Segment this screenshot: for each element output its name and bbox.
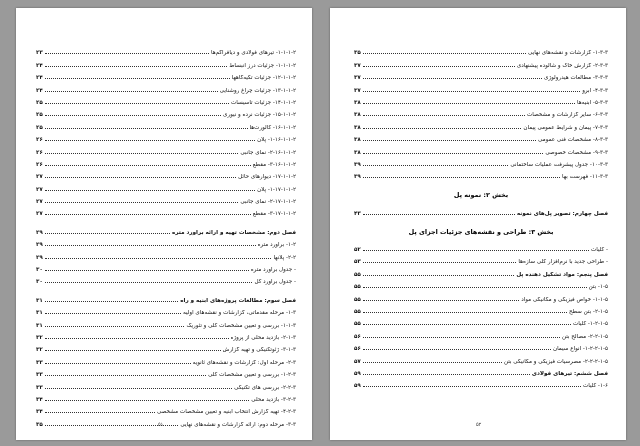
toc-page-number: ۲۴ bbox=[36, 87, 43, 94]
dot-leader bbox=[45, 214, 251, 215]
toc-page-number: ۵۹ bbox=[354, 370, 361, 377]
toc-entry-title: - جدول برآورد متره bbox=[250, 267, 296, 274]
dot-leader bbox=[363, 349, 551, 350]
toc-entry-title: ۲-۳- مرحله اول: گزارشات و نقشه‌های ثانویه bbox=[192, 359, 296, 366]
dot-leader bbox=[363, 140, 536, 141]
toc-group bbox=[36, 223, 296, 285]
toc-entry-row bbox=[354, 81, 608, 93]
toc-entry-title: ۱-۱۶-۱-۱-۲- پلان bbox=[257, 137, 296, 144]
toc-entry-title: ۱-۲- برآورد متره bbox=[257, 242, 296, 249]
dot-leader bbox=[363, 128, 522, 129]
toc-page-number: ۳۹ bbox=[354, 161, 361, 168]
toc-page-number: ۳۷ bbox=[354, 75, 361, 82]
toc-entry-title: ۴-۲-۳- تهیه گزارش انتخاب ابنیه و تعیین مشخصات مشخصی bbox=[157, 409, 296, 416]
toc-page-number: ۲۵ bbox=[36, 99, 43, 106]
toc-page-number: ۵۵ bbox=[354, 271, 361, 278]
dot-leader bbox=[363, 287, 587, 288]
toc-entry-row bbox=[354, 315, 608, 327]
toc-page-number: ۳۰ bbox=[36, 279, 43, 286]
toc-entry-row bbox=[36, 118, 296, 130]
toc-page-number: ۲۷ bbox=[36, 186, 43, 193]
toc-page-number: ۲۶ bbox=[36, 161, 43, 168]
toc-entry-row bbox=[36, 106, 296, 118]
toc-entry-row bbox=[36, 156, 296, 168]
dot-leader bbox=[45, 165, 251, 166]
dot-leader bbox=[363, 177, 560, 178]
dot-leader bbox=[45, 270, 249, 271]
toc-entry-title: ۲-۳-۳- گزارش خاک و شالوده پیشنهادی bbox=[516, 62, 608, 69]
toc-chapter-row bbox=[354, 365, 608, 377]
dot-leader bbox=[45, 78, 230, 79]
dot-leader bbox=[45, 177, 236, 178]
dot-leader bbox=[363, 53, 526, 54]
toc-entry-title: ۳-۱۶-۱-۱-۲- مقطع bbox=[252, 161, 296, 168]
left-page bbox=[16, 8, 312, 440]
toc-entry-title: ۱۴-۱-۱-۲- جزئیات تأسیسات bbox=[230, 99, 296, 106]
toc-entry-title: ۱-۱-۱-۲- تیرهای فولادی و دیافراگم‌ها bbox=[210, 50, 296, 57]
page-number-left: ۵۱ bbox=[158, 422, 164, 428]
toc-entry-title: ۵-۳-۳- ابنیه‌ها bbox=[577, 99, 608, 106]
toc-entry-row bbox=[354, 143, 608, 155]
toc-page-number: ۳۲ bbox=[36, 334, 43, 341]
dot-leader bbox=[363, 103, 575, 104]
dot-leader bbox=[45, 412, 155, 413]
toc-entry-title: فصل چهارم: تصویر پل‌های نمونه bbox=[516, 210, 608, 217]
toc-entry-title: ۸-۳-۳- مشخصات فنی عمومی bbox=[538, 137, 608, 144]
page-number-right: ۵۲ bbox=[476, 422, 482, 428]
toc-page-number: ۵۵ bbox=[354, 296, 361, 303]
toc-group-top bbox=[354, 44, 608, 180]
toc-entry-row bbox=[36, 143, 296, 155]
dot-leader bbox=[45, 53, 209, 54]
toc-entry-title: ۱۱-۳-۳- فهرست بها bbox=[562, 174, 608, 181]
dot-leader bbox=[363, 78, 542, 79]
toc-page-number: ۳۸ bbox=[354, 99, 361, 106]
toc-entry-row bbox=[36, 391, 296, 403]
toc-page-number: ۵۲ bbox=[354, 247, 361, 254]
toc-entry-title: ۳-۱-۳- ژئوتکنیکی و تهیه گزارش bbox=[222, 347, 296, 354]
toc-page-number: ۵۶ bbox=[354, 346, 361, 353]
toc-entry-row bbox=[354, 377, 608, 389]
toc-entry-row bbox=[354, 118, 608, 130]
toc-entry-title: ۱-۵- بتن bbox=[588, 284, 608, 291]
dot-leader bbox=[363, 250, 589, 251]
toc-page-number: ۲۹ bbox=[36, 254, 43, 261]
toc-entry-row bbox=[354, 44, 608, 56]
toc-entry-row bbox=[36, 261, 296, 273]
toc-entry-title: ۱۷-۱-۱-۲- دیوارهای حائل bbox=[238, 174, 296, 181]
toc-page-number: ۲۳ bbox=[36, 50, 43, 57]
section-heading-sample-bridge: بخش ۲: نمونه پل bbox=[453, 191, 509, 200]
toc-entry-title: ۱-۶- کلیات bbox=[582, 383, 608, 390]
toc-entry-row bbox=[354, 56, 608, 68]
toc-entry-row bbox=[36, 341, 296, 353]
toc-entry-title: ۳-۲-۳- بازدید محلی bbox=[251, 396, 296, 403]
toc-entry-title: ۲-۲-۲-۱-۵- مصرسیات فیزیکی و مکانیکی بتن bbox=[503, 358, 608, 365]
toc-page-number: ۳۲ bbox=[36, 347, 43, 354]
toc-group-section-3 bbox=[354, 241, 608, 390]
toc-entry-row bbox=[354, 352, 608, 364]
toc-page-number: ۳۸ bbox=[354, 149, 361, 156]
right-page bbox=[330, 8, 626, 440]
toc-page-number: ۳۸ bbox=[354, 124, 361, 131]
toc-page-number: ۲۶ bbox=[36, 137, 43, 144]
dot-leader bbox=[45, 91, 218, 92]
toc-entry-row bbox=[354, 131, 608, 143]
toc-entry-title: - طراحی جدید با نرم‌افزار کلی سازه‌ها bbox=[518, 259, 608, 266]
dot-leader bbox=[363, 324, 571, 325]
dot-leader bbox=[363, 91, 580, 92]
toc-entry-row bbox=[36, 193, 296, 205]
toc-entry-row bbox=[36, 273, 296, 285]
toc-entry-row bbox=[354, 106, 608, 118]
toc-page-number: ۲۶ bbox=[36, 149, 43, 156]
dot-leader bbox=[363, 214, 515, 215]
toc-entry-row bbox=[36, 378, 296, 390]
toc-entry-title: ۷-۳-۳- پیمان و شرایط عمومی پیمان bbox=[523, 124, 608, 131]
toc-entry-row bbox=[36, 329, 296, 341]
toc-entry-row bbox=[36, 56, 296, 68]
toc-entry-title: ۱۳-۱-۱-۲- جزئیات چراغ روشنایی bbox=[219, 87, 296, 94]
toc-entry-row bbox=[354, 327, 608, 339]
toc-entry-title: ۱-۲-۳- بررسی و تعیین مشخصات کلی bbox=[208, 372, 296, 379]
toc-page-number: ۵۵ bbox=[354, 321, 361, 328]
toc-entry-title: فصل سوم: مطالعات پروژه‌های ابنیه و راه bbox=[180, 297, 296, 304]
toc-entry-row bbox=[36, 353, 296, 365]
toc-entry-row bbox=[36, 81, 296, 93]
toc-entry-title: ۹-۳-۳- مشخصات خصوصی bbox=[545, 149, 608, 156]
toc-entry-title: ۲-۲-۱-۵- مصالح بتن bbox=[561, 333, 608, 340]
dot-leader bbox=[45, 282, 253, 283]
toc-entry-row bbox=[36, 415, 296, 427]
dot-leader bbox=[45, 128, 248, 129]
toc-entry-row bbox=[36, 180, 296, 192]
toc-entry-row bbox=[354, 278, 608, 290]
dot-leader bbox=[363, 312, 567, 313]
toc-page-number: ۳۷ bbox=[354, 62, 361, 69]
section-heading-design-details: بخش ۳: طراحی و نقشه‌های جزئیات اجزای پل bbox=[408, 227, 554, 236]
toc-chapter-row bbox=[354, 204, 608, 216]
toc-entry-title: ۲-۱-۵- بتن سطح bbox=[568, 309, 608, 316]
dot-leader bbox=[363, 374, 530, 375]
toc-entry-title: ۱-۲-۱-۵- کلیات bbox=[572, 321, 608, 328]
dot-leader bbox=[45, 202, 239, 203]
dot-leader bbox=[363, 300, 519, 301]
toc-entry-row bbox=[36, 366, 296, 378]
toc-entry-title: ۱-۱-۱-۲- جزئیات درز انبساط bbox=[229, 62, 296, 69]
toc-page-number: ۳۵ bbox=[354, 50, 361, 57]
toc-entry-title: ۲-۲-۳- بررسی های تکنیکی bbox=[234, 384, 296, 391]
toc-page-number: ۳۸ bbox=[354, 112, 361, 119]
dot-leader bbox=[45, 115, 221, 116]
toc-chapter-row bbox=[354, 265, 608, 277]
toc-entry-title: - کلیات bbox=[591, 247, 608, 254]
toc-page-number: ۲۵ bbox=[36, 112, 43, 119]
toc-entry-row bbox=[36, 403, 296, 415]
toc-list-left bbox=[36, 44, 296, 428]
toc-entry-row bbox=[354, 156, 608, 168]
toc-entry-title: ۱-۱-۳- بررسی و تعیین مشخصات کلی و تئوریک bbox=[186, 322, 296, 329]
dot-leader bbox=[45, 153, 239, 154]
toc-entry-title: ۲-۱۶-۱-۱-۲- نمای جانبی bbox=[240, 149, 296, 156]
toc-entry-title: ۱-۳- مرحله مقدماتی، گزارشات و نقشه‌های اولیه bbox=[182, 310, 296, 317]
toc-page-number: ۲۷ bbox=[36, 211, 43, 218]
dot-leader bbox=[363, 153, 543, 154]
toc-list-right bbox=[354, 44, 608, 389]
toc-entry-row bbox=[36, 316, 296, 328]
toc-entry-title: - جدول برآورد کل bbox=[254, 279, 296, 286]
toc-entry-title: فصل ششم: تیرهای فولادی bbox=[531, 370, 608, 377]
dot-leader bbox=[45, 326, 185, 327]
toc-entry-row bbox=[36, 248, 296, 260]
dot-leader bbox=[45, 301, 178, 302]
dot-leader bbox=[363, 262, 517, 263]
dot-leader bbox=[45, 313, 181, 314]
toc-entry-row bbox=[36, 168, 296, 180]
toc-entry-title: ۱-۳-۳- گزارشات و نقشه‌های نهایی bbox=[527, 50, 608, 57]
toc-entry-row bbox=[36, 236, 296, 248]
toc-entry-row bbox=[354, 94, 608, 106]
toc-entry-row bbox=[36, 131, 296, 143]
toc-entry-title: ۱-۱۷-۱-۱-۲- پلان bbox=[257, 186, 296, 193]
toc-page-number: ۵۵ bbox=[354, 309, 361, 316]
toc-entry-title: فصل دوم: مشخصات تهیه و ارائه برآورد متره bbox=[172, 229, 296, 236]
dot-leader bbox=[45, 258, 272, 259]
toc-page-number: ۲۵ bbox=[36, 124, 43, 131]
toc-chapter-row bbox=[36, 223, 296, 235]
dot-leader bbox=[45, 245, 256, 246]
dot-leader bbox=[45, 375, 206, 376]
toc-chapter-row bbox=[36, 291, 296, 303]
toc-page-number: ۵۶ bbox=[354, 333, 361, 340]
toc-entry-title: ۶-۳-۳- سایر گزارشات و مشخصات bbox=[526, 112, 608, 119]
toc-entry-row bbox=[354, 340, 608, 352]
dot-leader bbox=[363, 165, 509, 166]
toc-entry-title: ۳-۱۷-۱-۱-۲- مقطع bbox=[252, 211, 296, 218]
dot-leader bbox=[45, 388, 232, 389]
toc-group bbox=[36, 291, 296, 427]
toc-page-number: ۳۰ bbox=[36, 267, 43, 274]
toc-entry-title: ۱۶-۱-۱-۲- کالورت‌ها bbox=[249, 124, 296, 131]
toc-entry-title: ۳-۳-۳- مطالعات هیدرولوژی bbox=[544, 75, 608, 82]
toc-page-number: ۳۸ bbox=[354, 137, 361, 144]
dot-leader bbox=[363, 115, 525, 116]
dot-leader bbox=[45, 338, 229, 339]
dot-leader bbox=[363, 337, 560, 338]
toc-page-number: ۳۴ bbox=[36, 409, 43, 416]
toc-entry-title: ۴-۳-۳- آبرو bbox=[582, 87, 608, 94]
dot-leader bbox=[363, 275, 514, 276]
toc-page-number: ۳۳ bbox=[36, 372, 43, 379]
toc-group bbox=[36, 44, 296, 217]
toc-page-number: ۳۱ bbox=[36, 310, 43, 317]
toc-entry-row bbox=[36, 205, 296, 217]
toc-page-number: ۲۹ bbox=[36, 229, 43, 236]
toc-entry-row bbox=[36, 69, 296, 81]
dot-leader bbox=[45, 233, 170, 234]
dot-leader bbox=[45, 400, 249, 401]
toc-page-number: ۳۹ bbox=[354, 174, 361, 181]
toc-entry-row bbox=[354, 253, 608, 265]
dot-leader bbox=[45, 363, 191, 364]
toc-page-number: ۳۳ bbox=[36, 384, 43, 391]
dot-leader bbox=[45, 350, 221, 351]
toc-page-number: ۳۱ bbox=[36, 297, 43, 304]
toc-page-number: ۴۳ bbox=[354, 210, 361, 217]
toc-entry-title: ۲-۱-۳- بازدید محلی از پروژه bbox=[230, 334, 296, 341]
toc-page-number: ۵۷ bbox=[354, 358, 361, 365]
toc-page-number: ۲۴ bbox=[36, 75, 43, 82]
toc-entry-title: ۳-۳- مرحله دوم: ارائه گزارشات و نقشه‌های نهایی bbox=[180, 421, 296, 428]
dot-leader bbox=[45, 103, 229, 104]
toc-entry-row bbox=[36, 304, 296, 316]
toc-entry-row bbox=[354, 168, 608, 180]
toc-page-number: ۵۳ bbox=[354, 259, 361, 266]
toc-page-number: ۳۳ bbox=[36, 359, 43, 366]
toc-entry-title: ۲-۲- پلانها bbox=[273, 254, 296, 261]
toc-page-number: ۵۵ bbox=[354, 284, 361, 291]
toc-page-number: ۳۵ bbox=[36, 421, 43, 428]
toc-page-number: ۵۹ bbox=[354, 383, 361, 390]
dot-leader bbox=[363, 362, 502, 363]
toc-page-number: ۲۹ bbox=[36, 242, 43, 249]
toc-entry-title: ۱۰-۳-۳- جدول پیشرفت عملیات ساختمانی bbox=[510, 161, 608, 168]
dot-leader bbox=[363, 66, 515, 67]
toc-page-number: ۲۷ bbox=[36, 174, 43, 181]
toc-entry-title: ۱-۲-۲-۱-۵- انواع سیمان bbox=[553, 346, 608, 353]
toc-entry-row bbox=[354, 290, 608, 302]
dot-leader bbox=[45, 190, 255, 191]
toc-entry-title: ۱۲-۱-۱-۲- جزئیات تکیه‌گاهها bbox=[231, 75, 296, 82]
toc-entry-title: ۱۵-۱-۱-۲- جزئیات نرده و نیوری bbox=[223, 112, 296, 119]
toc-page-number: ۳۱ bbox=[36, 322, 43, 329]
toc-entry-title: ۲-۱۷-۱-۱-۲- نمای جانبی bbox=[240, 199, 296, 206]
toc-page-number: ۲۷ bbox=[36, 199, 43, 206]
toc-entry-row bbox=[36, 44, 296, 56]
toc-entry-row bbox=[354, 241, 608, 253]
toc-page-number: ۲۴ bbox=[36, 62, 43, 69]
dot-leader bbox=[45, 66, 227, 67]
toc-page-number: ۳۴ bbox=[36, 396, 43, 403]
dot-leader bbox=[363, 386, 581, 387]
toc-entry-title: فصل پنجم: مواد تشکیل دهنده پل bbox=[516, 271, 608, 278]
toc-group-section-2 bbox=[354, 204, 608, 216]
dot-leader bbox=[45, 140, 255, 141]
toc-entry-row bbox=[354, 303, 608, 315]
toc-entry-row bbox=[354, 69, 608, 81]
toc-page-number: ۳۷ bbox=[354, 87, 361, 94]
toc-entry-row bbox=[36, 94, 296, 106]
toc-entry-title: ۱-۱-۵- خواص فیزیکی و مکانیکی مواد bbox=[521, 296, 608, 303]
